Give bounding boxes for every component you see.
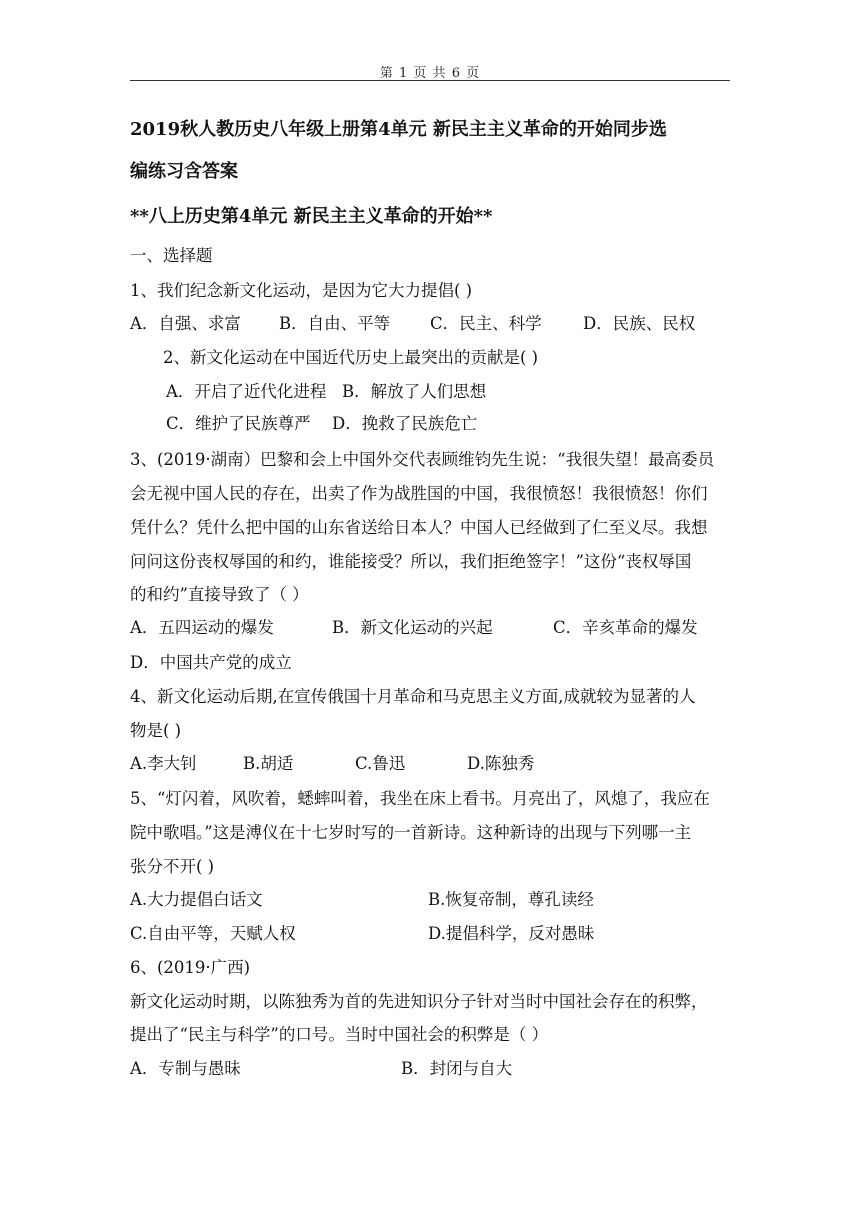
question-5-stem-line-2: 院中歌唱。”这是溥仪在十七岁时写的一首新诗。这种新诗的出现与下列哪一主: [130, 823, 692, 842]
question-3-stem-line-1: 3、(2019·湖南）巴黎和会上中国外交代表顾维钧先生说：“我很失望！最高委员: [130, 450, 715, 469]
document-title-line-1: 2019秋人教历史八年级上册第4单元 新民主主义革命的开始同步选: [130, 119, 667, 140]
question-3-option-b: B．新文化运动的兴起: [332, 618, 493, 637]
question-3-option-d: D．中国共产党的成立: [130, 653, 292, 672]
question-5-stem-line-3: 张分不开( ): [130, 857, 215, 876]
question-1-option-c: C．民主、科学: [430, 314, 542, 333]
question-3-option-a: A．五四运动的爆发: [130, 618, 274, 637]
document-title-line-2: 编练习含答案: [130, 161, 238, 182]
question-3-stem-line-5: 的和约”直接导致了（ ）: [130, 585, 309, 604]
document-subtitle: **八上历史第4单元 新民主主义革命的开始**: [130, 206, 493, 227]
question-4-stem-line-1: 4、新文化运动后期,在宣传俄国十月革命和马克思主义方面,成就较为显著的人: [130, 687, 696, 706]
question-2-option-b: B．解放了人们思想: [342, 382, 487, 401]
question-3-option-c: C．辛亥革命的爆发: [553, 618, 698, 637]
question-2-option-d: D．挽救了民族危亡: [332, 414, 478, 433]
question-5-option-a: A.大力提倡白话文: [130, 890, 263, 909]
question-4-option-d: D.陈独秀: [467, 754, 535, 773]
question-5-option-d: D.提倡科学，反对愚昧: [428, 924, 595, 943]
question-4-stem-line-2: 物是( ): [130, 721, 182, 740]
question-4-option-c: C.鲁迅: [355, 754, 406, 773]
question-2-option-a: A．开启了近代化进程: [166, 382, 327, 401]
section-heading: 一、选择题: [130, 246, 213, 265]
question-1-option-d: D．民族、民权: [583, 314, 696, 333]
question-6-stem-line-3: 提出了“民主与科学”的口号。当时中国社会的积弊是（ ）: [130, 1025, 549, 1044]
question-3-stem-line-2: 会无视中国人民的存在，出卖了作为战胜国的中国，我很愤怒！我很愤怒！你们: [130, 484, 708, 503]
header-rule: [130, 80, 730, 81]
question-4-option-a: A.李大钊: [130, 754, 197, 773]
question-6-option-b: B．封闭与自大: [401, 1059, 513, 1078]
question-3-stem-line-4: 问问这份丧权辱国的和约，谁能接受？所以，我们拒绝签字！”这份“丧权辱国: [130, 552, 692, 571]
question-2-stem: 2、新文化运动在中国近代历史上最突出的贡献是( ): [163, 348, 539, 367]
question-4-option-b: B.胡适: [243, 754, 294, 773]
question-6-option-a: A．专制与愚昧: [130, 1059, 241, 1078]
question-5-stem-line-1: 5、“灯闪着，风吹着，蟋蟀叫着，我坐在床上看书。月亮出了，风熄了，我应在: [130, 789, 710, 808]
question-1-stem: 1、我们纪念新文化运动，是因为它大力提倡( ): [130, 281, 473, 300]
question-5-option-b: B.恢复帝制，尊孔读经: [428, 890, 594, 909]
question-6-stem-line-2: 新文化运动时期，以陈独秀为首的先进知识分子针对当时中国社会存在的积弊，: [130, 992, 708, 1011]
question-2-option-c: C．维护了民族尊严: [166, 414, 311, 433]
page-header: 第 1 页 共 6 页: [379, 66, 481, 81]
question-3-stem-line-3: 凭什么？凭什么把中国的山东省送给日本人？中国人已经做到了仁至义尽。我想: [130, 518, 708, 537]
question-1-option-a: A．自强、求富: [130, 314, 241, 333]
question-1-option-b: B．自由、平等: [279, 314, 391, 333]
question-5-option-c: C.自由平等，天赋人权: [130, 924, 296, 943]
question-6-stem-line-1: 6、(2019·广西): [130, 958, 251, 977]
